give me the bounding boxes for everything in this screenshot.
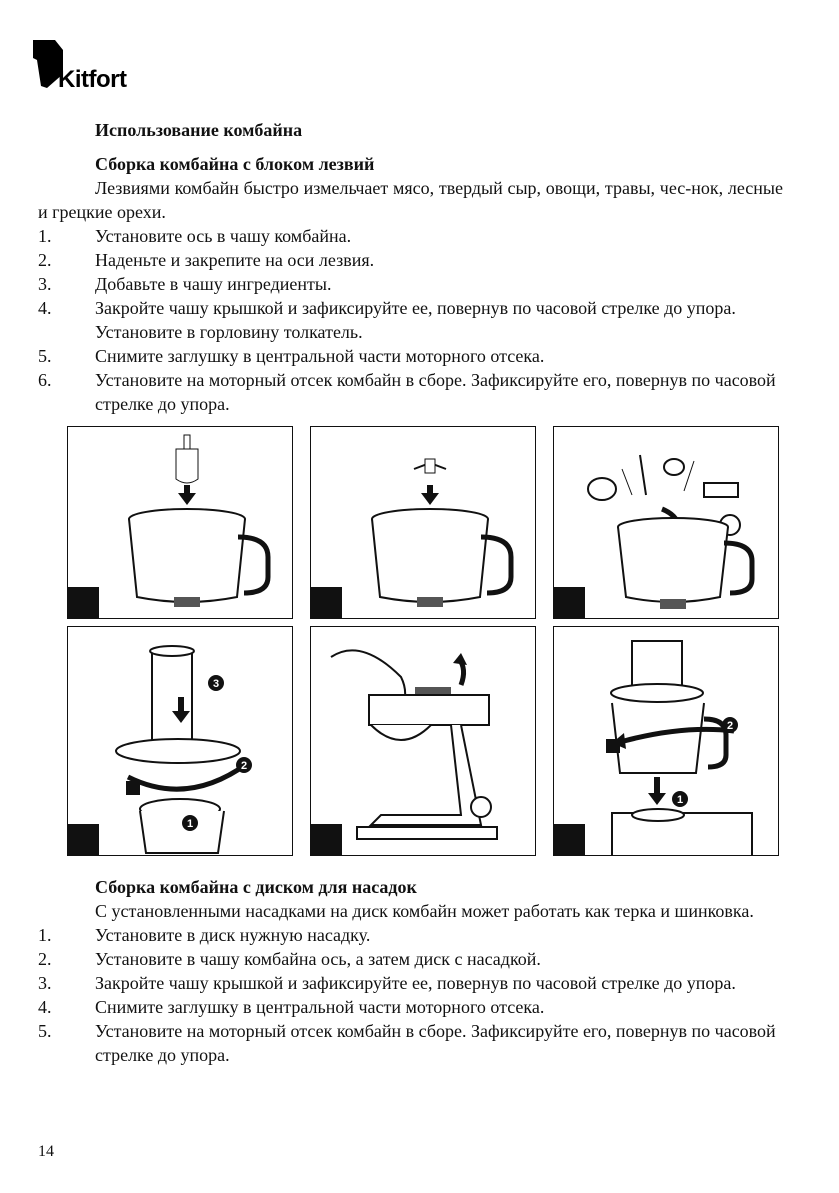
brand-name: Kitfort	[58, 66, 127, 93]
assembly-illustrations	[67, 426, 779, 856]
list-item: 2. Установите в чашу комбайна ось, а затем диск с насадкой.	[38, 949, 541, 969]
figure-panel-cap	[310, 626, 536, 856]
list-item: 2. Наденьте и закрепите на оси лезвия.	[38, 250, 375, 270]
list-item: 1. Установите в диск нужную насадку.	[38, 925, 371, 945]
steps-list-blades	[38, 224, 783, 416]
bowl-axis-illustration	[68, 427, 293, 619]
callout-1: 1	[186, 818, 194, 830]
page-title: Использование комбайна	[95, 120, 303, 140]
step-marker	[554, 587, 585, 618]
callout-2: 2	[240, 760, 248, 772]
step-marker	[311, 587, 342, 618]
figure-panel-ingredients	[553, 426, 779, 619]
list-item: 4. Закройте чашу крышкой и зафиксируйте ее, повернув по часовой стрелке до упора. Установите в горловину толкатель.	[38, 298, 736, 342]
list-item: 5. Снимите заглушку в центральной части моторного отсека.	[38, 346, 545, 366]
callout-1: 1	[676, 794, 684, 806]
list-item: 6. Установите на моторный отсек комбайн в сборе. Зафиксируйте его, повернув по часовой стрелке до упора.	[38, 370, 776, 414]
section-blades	[38, 118, 783, 416]
list-item: 3. Закройте чашу крышкой и зафиксируйте ее, повернув по часовой стрелке до упора.	[38, 973, 736, 993]
bowl-lid-illustration	[68, 627, 293, 856]
steps-list-disc	[38, 923, 783, 1067]
list-item: 4. Снимите заглушку в центральной части моторного отсека.	[38, 997, 545, 1017]
list-item: 1. Установите ось в чашу комбайна.	[38, 226, 352, 246]
step-marker	[68, 824, 99, 855]
figure-panel-axis	[67, 426, 293, 619]
list-item: 5. Установите на моторный отсек комбайн в сборе. Зафиксируйте его, повернув по часовой стрелке до упора.	[38, 1021, 776, 1065]
section-intro-disc: С установленными насадками на диск комбайн может работать как терка и шинковка.	[95, 901, 754, 921]
figure-panel-blade	[310, 426, 536, 619]
callout-3: 3	[212, 678, 220, 690]
section-disc	[38, 875, 783, 1067]
page-number: 14	[38, 1143, 54, 1160]
figure-panel-mount	[553, 626, 779, 856]
step-marker	[68, 587, 99, 618]
section-intro-blades: Лезвиями комбайн быстро измельчает мясо, твердый сыр, овощи, травы, чес-нок, лесные и грецкие орехи.	[38, 178, 783, 222]
callout-2: 2	[726, 720, 734, 732]
figure-panel-lid	[67, 626, 293, 856]
motor-cap-illustration	[311, 627, 536, 856]
step-marker	[554, 824, 585, 855]
section-heading-disc: Сборка комбайна с диском для насадок	[95, 877, 417, 897]
list-item: 3. Добавьте в чашу ингредиенты.	[38, 274, 332, 294]
bowl-blade-illustration	[311, 427, 536, 619]
bowl-ingredients-illustration	[554, 427, 779, 619]
mount-assembly-illustration	[554, 627, 779, 856]
section-heading-blades: Сборка комбайна с блоком лезвий	[95, 154, 375, 174]
step-marker	[311, 824, 342, 855]
